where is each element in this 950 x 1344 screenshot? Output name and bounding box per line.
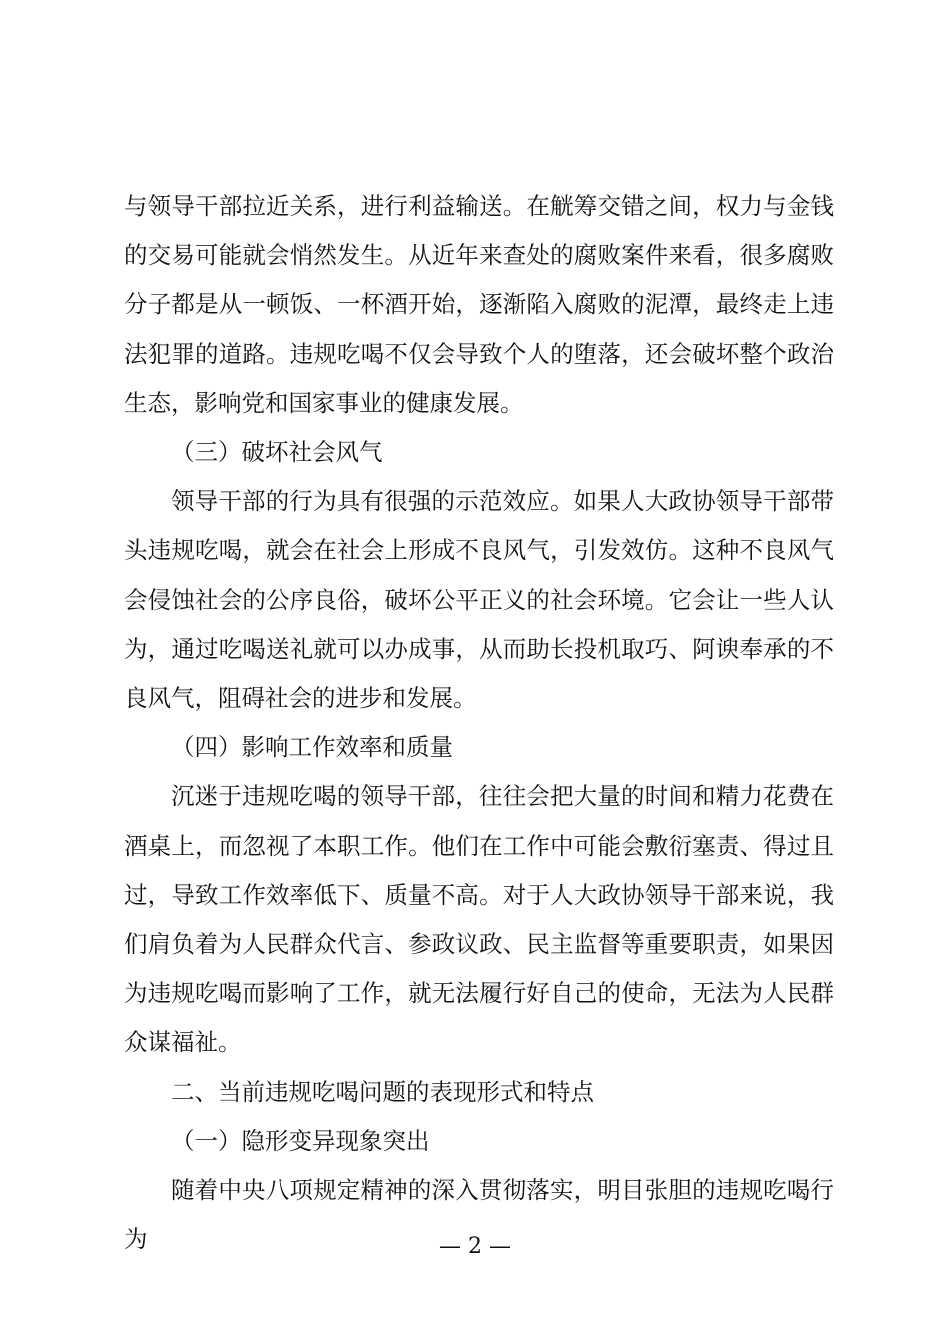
page-number: — 2 — (439, 1234, 511, 1259)
paragraph-work-efficiency: 沉迷于违规吃喝的领导干部，往往会把大量的时间和精力花费在酒桌上，而忽视了本职工作。他们在工作中可能会敷衍塞责、得过且过，导致工作效率低下、质量不高。对于人大政协领导干部来说，我们肩负着为人民群众代言、参政议政、民主监督等重要职责，如果因为违规吃喝而影响了工作，就无法履行好自己的使命，无法为人民群众谋福祉。 (124, 782, 834, 1057)
section-heading-1: （一）隐形变异现象突出 (171, 1126, 430, 1155)
section-heading-4: （四）影响工作效率和质量 (171, 733, 453, 762)
paragraph-social-atmosphere: 领导干部的行为具有很强的示范效应。如果人大政协领导干部带头违规吃喝，就会在社会上形成不良风气，引发效仿。这种不良风气会侵蚀社会的公序良俗，破坏公平正义的社会环境。它会让一些人认为，通过吃喝送礼就可以办成事，从而助长投机取巧、阿谀奉承的不良风气，阻碍社会的进步和发展。 (124, 487, 834, 713)
paragraph-hidden-variants: 随着中央八项规定精神的深入贯彻落实，明目张胆的违规吃喝行为 (124, 1176, 834, 1254)
document-body (124, 182, 834, 1264)
section-heading-3: （三）破坏社会风气 (171, 438, 383, 467)
chapter-heading-2: 二、当前违规吃喝问题的表现形式和特点 (171, 1077, 594, 1106)
paragraph-continuation: 与领导干部拉近关系，进行利益输送。在觥筹交错之间，权力与金钱的交易可能就会悄然发生。从近年来查处的腐败案件来看，很多腐败分子都是从一顿饭、一杯酒开始，逐渐陷入腐败的泥潭，最终走上违法犯罪的道路。违规吃喝不仅会导致个人的堕落，还会破坏整个政治生态，影响党和国家事业的健康发展。 (124, 192, 834, 417)
